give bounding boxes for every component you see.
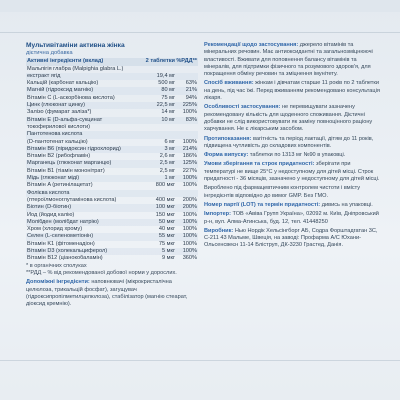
- ingredient-amount: 150 мкг: [155, 211, 175, 218]
- table-row: [26, 175, 198, 182]
- ingredient-rdd: 360%: [182, 255, 197, 262]
- ingredient-amount: 2,5 мг: [159, 167, 175, 174]
- table-row: [26, 131, 198, 138]
- fold-line-top: [0, 32, 400, 33]
- info-label: Імпортер:: [204, 211, 231, 218]
- ingredient-name: Мідь (глюконат міді): [27, 175, 80, 182]
- info-paragraph: [204, 211, 382, 226]
- ingredient-rdd: [175, 131, 197, 138]
- info-label: Особливості застосування:: [204, 104, 281, 111]
- table-row: [26, 73, 198, 80]
- table-row: [26, 95, 198, 102]
- table-row: [26, 241, 198, 248]
- table-row: [26, 182, 198, 189]
- ingredient-amount: 55 мкг: [158, 233, 175, 240]
- composition-table-header: [26, 58, 198, 65]
- ingredient-rdd: 125%: [182, 160, 197, 167]
- ingredient-amount: 400 мкг: [155, 196, 175, 203]
- header-ingredient: Активні інгредієнти (вклад): [27, 58, 104, 65]
- composition-table-body: [26, 66, 198, 263]
- excipients-block: [26, 279, 198, 308]
- info-paragraph: [204, 152, 382, 159]
- ingredient-rdd: 100%: [182, 248, 197, 255]
- ingredient-name: Залізо (фумарат заліза*): [27, 109, 92, 116]
- info-text: жінкам і дівчатам старше 11 років по 2 таблетки на день, під час їжі. Перед вживанням рекомендовано консультація лікаря.: [204, 80, 380, 102]
- ingredient-name: Кальцій (карбонат кальцію): [27, 80, 99, 87]
- header-amount: 2 таблетки: [145, 58, 175, 65]
- ingredient-amount: 500 мг: [158, 80, 175, 87]
- ingredient-rdd: 83%: [185, 116, 197, 123]
- ingredient-rdd: 94%: [185, 94, 197, 101]
- info-label: Спосіб вживання:: [204, 80, 254, 87]
- info-label: Виробник:: [204, 227, 234, 234]
- product-subtitle: дієтична добавка: [26, 50, 73, 56]
- ingredient-rdd: [175, 190, 197, 197]
- info-paragraph: [204, 161, 382, 183]
- ingredient-name: Вітамін A (ретинілацетат): [27, 182, 93, 189]
- ingredient-amount: 75 мг: [161, 94, 175, 101]
- ingredient-rdd: 100%: [182, 218, 197, 225]
- table-row: [26, 190, 198, 197]
- ingredient-rdd: 21%: [185, 87, 197, 94]
- ingredient-rdd: 186%: [182, 153, 197, 160]
- ingredient-amount: 14 мг: [161, 109, 175, 116]
- ingredient-rdd: 227%: [182, 167, 197, 174]
- ingredient-amount: 80 мг: [161, 87, 175, 94]
- ingredient-name: Вітамін B2 (рибофлавін): [27, 153, 91, 160]
- table-row: [26, 248, 198, 255]
- info-text: зберігати при температурі не вище 25°С у недоступному для дітей місці. Строк придатності - 36 місяців, зазначено у недоступному для дітей місці.: [204, 161, 380, 183]
- info-label: Номер партії (LOT) та термін придатності:: [204, 201, 321, 208]
- info-text: Вироблено під фармацевтичним контролем чистоти і вмісту інгредієнтів відповідно до вимог GMP. Без ГМО.: [204, 185, 361, 199]
- ingredient-name: Мальпігія глабра (Malpighia glabra L.): [27, 65, 124, 72]
- info-paragraph: [204, 80, 382, 102]
- header-rdd: %РДД**: [176, 58, 197, 65]
- ingredient-name: (птероїлмоноглутамінова кислота): [27, 196, 117, 203]
- table-row: [26, 168, 198, 175]
- ingredient-rdd: 100%: [182, 226, 197, 233]
- info-text: вагітність та період лактації, дітям до 11 років, підвищена чутливість до складових компонентів.: [204, 135, 374, 149]
- ingredient-amount: [137, 66, 175, 73]
- ingredient-amount: [137, 190, 175, 197]
- ingredient-amount: [137, 124, 175, 131]
- ingredient-name: Селен (L-селенометіонін): [27, 233, 94, 240]
- ingredient-rdd: 225%: [182, 102, 197, 109]
- ingredient-rdd: [175, 66, 197, 73]
- ingredient-amount: 2,6 мг: [159, 153, 175, 160]
- info-paragraph: [204, 42, 382, 78]
- ingredient-amount: 3 мг: [164, 145, 175, 152]
- table-row: [26, 233, 198, 240]
- info-paragraph: [204, 202, 382, 209]
- table-row: [26, 117, 198, 124]
- top-band: [0, 0, 400, 12]
- info-label: Рекомендації щодо застосування:: [204, 42, 299, 48]
- ingredient-rdd: 63%: [185, 80, 197, 87]
- table-row: [26, 80, 198, 87]
- info-text: таблетки по 1313 мг №90 в упаковці.: [249, 152, 346, 159]
- ingredient-amount: 6 мг: [164, 138, 175, 145]
- info-label: Протипоказання:: [204, 135, 252, 142]
- ingredient-name: Пантотенова кислота: [27, 131, 83, 138]
- ingredient-name: (D-пантотенат кальцію): [27, 138, 88, 145]
- table-row: [26, 139, 198, 146]
- table-row: [26, 66, 198, 73]
- table-row: [26, 204, 198, 211]
- ingredient-rdd: 100%: [182, 182, 197, 189]
- excipients-label: Допоміжні інгредієнти:: [26, 279, 90, 286]
- footnote-organic: * в органічних сполуках: [26, 262, 87, 269]
- info-paragraph: [204, 185, 382, 200]
- table-row: [26, 102, 198, 109]
- info-label: Форма випуску:: [204, 152, 249, 159]
- composition-column: [26, 42, 198, 310]
- ingredient-rdd: 200%: [182, 204, 197, 211]
- product-title: Мультивітаміни активна жінка: [26, 42, 125, 49]
- ingredient-amount: 40 мкг: [158, 226, 175, 233]
- ingredient-amount: 5 мкг: [162, 248, 175, 255]
- info-text: Нью Нордік Хельсінгборг АБ, Содра Форштадгатан 3С, С-211 43 Мальме, Швеція, на заводі: Профарма А/С Юхани-Ольсенсвеєн 11-14 Бліструп, ДК-3230 Грастед, Данія.: [204, 227, 378, 249]
- ingredient-name: Вітамін C (L-аскорбінова кислота): [27, 94, 115, 101]
- table-row: [26, 212, 198, 219]
- instructions-column: [204, 42, 382, 252]
- info-text: джерело вітамінів та мінеральних речовин. Має антиоксидантні та загальнозміцнюючі властивості. Вживати для поповнення балансу вітамінів та мінералів, для підтримки фізичного та розумового здоров'я, для покращення обміну речовин та зміцнення імунітету.: [204, 42, 373, 78]
- ingredient-name: Вітамін K1 (фітоменадіон): [27, 240, 95, 247]
- ingredient-name: Хром (хлорид хрому): [27, 226, 83, 233]
- ingredient-rdd: 100%: [182, 211, 197, 218]
- ingredient-amount: 50 мкг: [158, 218, 175, 225]
- fold-line-bottom: [0, 360, 400, 361]
- ingredient-name: Вітамін D3 (холекальциферол): [27, 248, 108, 255]
- ingredient-name: Марганець (глюконат марганцю): [27, 160, 112, 167]
- table-row: [26, 109, 198, 116]
- ingredient-name: токоферилової кислоти): [27, 123, 90, 130]
- ingredient-rdd: 100%: [182, 240, 197, 247]
- ingredient-name: Вітамін B1 (тіамін мононітрат): [27, 167, 105, 174]
- ingredient-name: Магній (гідроксид магнію): [27, 87, 94, 94]
- info-text: не перевищувати зазначену рекомендовану кількість для щоденного споживання. Дієтичні добавки не слід використовувати як заміну повноцінного раціону харчування. Не є лікарським засобом.: [204, 104, 373, 133]
- excipients-text: наповнювачі (мікрокристалічна целюлоза, трикальцій фосфат), загущувач (гідроксипропілметилцелюлоза), стабілізатор (магнію стеарат, діоксид кремнію).: [26, 279, 188, 308]
- ingredient-rdd: 100%: [182, 109, 197, 116]
- ingredient-rdd: [175, 73, 197, 80]
- ingredient-name: Вітамін E (D-альфа-сукцинат: [27, 116, 103, 123]
- ingredient-name: Цинк (глюконат цинку): [27, 102, 85, 109]
- table-row: [26, 219, 198, 226]
- ingredient-name: Молібден (молібдат натрію): [27, 218, 99, 225]
- ingredient-rdd: 214%: [182, 145, 197, 152]
- ingredient-name: Фолієва кислота: [27, 189, 70, 196]
- ingredient-amount: 22,5 мг: [156, 102, 175, 109]
- ingredient-amount: 100 мкг: [155, 204, 175, 211]
- ingredient-amount: 10 мг: [161, 116, 175, 123]
- ingredient-rdd: [175, 124, 197, 131]
- info-label: Умови зберігання та строк придатності:: [204, 161, 315, 168]
- ingredient-name: екстракт ягід: [27, 72, 61, 79]
- ingredient-name: Біотин (D-біотин): [27, 204, 72, 211]
- ingredient-rdd: 200%: [182, 196, 197, 203]
- ingredient-amount: 9 мкг: [162, 255, 175, 262]
- ingredient-rdd: 100%: [182, 175, 197, 182]
- table-row: [26, 197, 198, 204]
- footnote-rdd: **РДД – % від рекомендованої добової норми у дорослих.: [26, 269, 177, 276]
- ingredient-name: Йод (йодид калію): [27, 211, 75, 218]
- ingredient-amount: 19,4 мг: [156, 72, 175, 79]
- ingredient-amount: 1 мг: [164, 175, 175, 182]
- ingredient-amount: 800 мкг: [155, 182, 175, 189]
- info-paragraph: [204, 104, 382, 133]
- info-paragraph: [204, 228, 382, 250]
- ingredient-name: Вітамін B6 (піридоксин гідрохлорид): [27, 145, 121, 152]
- info-text: ТОВ «Авіва Групп Україна», 02092 м. Київ, Дніпровський р-н, вул. Алма-Атинська, буд. 12, тел. 41448250: [204, 211, 379, 225]
- ingredient-amount: [137, 131, 175, 138]
- info-text: дивись на упаковці.: [321, 201, 373, 208]
- table-row: [26, 226, 198, 233]
- table-row: [26, 153, 198, 160]
- table-row: [26, 255, 198, 262]
- ingredient-rdd: 100%: [182, 138, 197, 145]
- info-paragraph: [204, 136, 382, 151]
- table-row: [26, 146, 198, 153]
- table-row: [26, 87, 198, 94]
- ingredient-amount: 2,5 мг: [159, 160, 175, 167]
- ingredient-name: Вітамін B12 (ціанокобаламін): [27, 255, 103, 262]
- table-row: [26, 160, 198, 167]
- table-row: [26, 124, 198, 131]
- ingredient-rdd: 100%: [182, 233, 197, 240]
- ingredient-amount: 75 мкг: [158, 240, 175, 247]
